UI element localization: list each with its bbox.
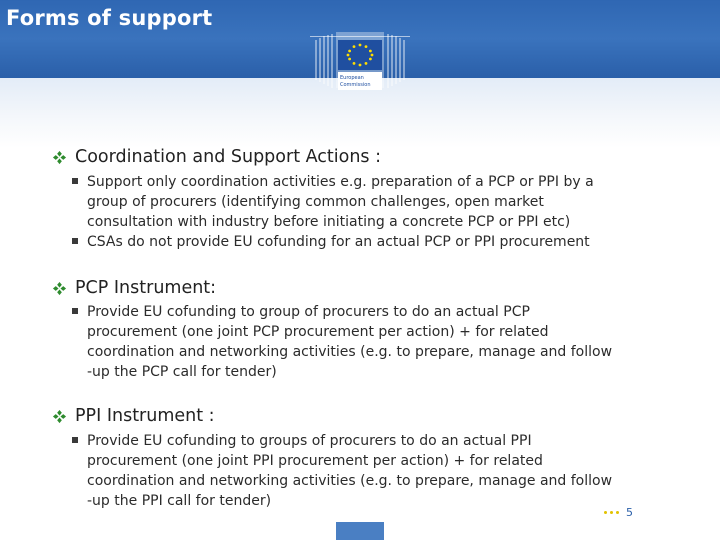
bullet-line: group of procurers (identifying common challenges, open market — [87, 194, 544, 210]
footer-dot-icon — [610, 511, 613, 514]
list-item — [72, 172, 702, 232]
section-heading-pcp — [52, 278, 216, 298]
list-item — [72, 302, 702, 382]
list-item — [72, 431, 702, 511]
bullet-line: procurement (one joint PCP procurement per action) + for related — [87, 324, 549, 340]
bullet-line: -up the PPI call for tender) — [87, 493, 272, 509]
list-item — [72, 232, 702, 252]
bullet-line: procurement (one joint PPI procurement per action) + for related — [87, 453, 543, 469]
footer-dot-icon — [604, 511, 607, 514]
bullet-line: -up the PCP call for tender) — [87, 364, 277, 380]
bullet-line: Provide EU cofunding to groups of procurers to do an actual PPI — [87, 433, 532, 449]
square-bullet-icon — [72, 308, 78, 314]
svg-text:Commission: Commission — [340, 82, 371, 88]
slide-title: Forms of support — [6, 6, 213, 30]
section-heading-text: PPI Instrument : — [75, 406, 215, 426]
square-bullet-icon — [72, 178, 78, 184]
section-bullets-ppi — [72, 431, 702, 511]
diamond-bullet-icon — [52, 409, 67, 424]
section-heading-text: Coordination and Support Actions : — [75, 147, 382, 167]
bullet-line: Support only coordination activities e.g. preparation of a PCP or PPI by a — [87, 174, 594, 190]
svg-text:European: European — [340, 75, 364, 81]
bullet-line: Provide EU cofunding to group of procurers to do an actual PCP — [87, 304, 530, 320]
section-heading-csa — [52, 147, 381, 167]
section-heading-text: PCP Instrument: — [75, 278, 217, 298]
bullet-line: coordination and networking activities (e.g. to prepare, manage and follow — [87, 344, 613, 360]
page-number: 5 — [626, 506, 633, 519]
page-footer — [604, 506, 633, 519]
section-bullets-pcp — [72, 302, 702, 382]
diamond-bullet-icon — [52, 150, 67, 165]
square-bullet-icon — [72, 238, 78, 244]
diamond-bullet-icon — [52, 281, 67, 296]
footer-dot-icon — [616, 511, 619, 514]
section-bullets-csa — [72, 172, 702, 252]
square-bullet-icon — [72, 437, 78, 443]
footer-tab — [336, 522, 384, 540]
bullet-line: consultation with industry before initiating a concrete PCP or PPI etc) — [87, 214, 571, 230]
bullet-line: CSAs do not provide EU cofunding for an actual PCP or PPI procurement — [87, 234, 590, 250]
section-heading-ppi — [52, 406, 215, 426]
bullet-line: coordination and networking activities (e.g. to prepare, manage and follow — [87, 473, 613, 489]
